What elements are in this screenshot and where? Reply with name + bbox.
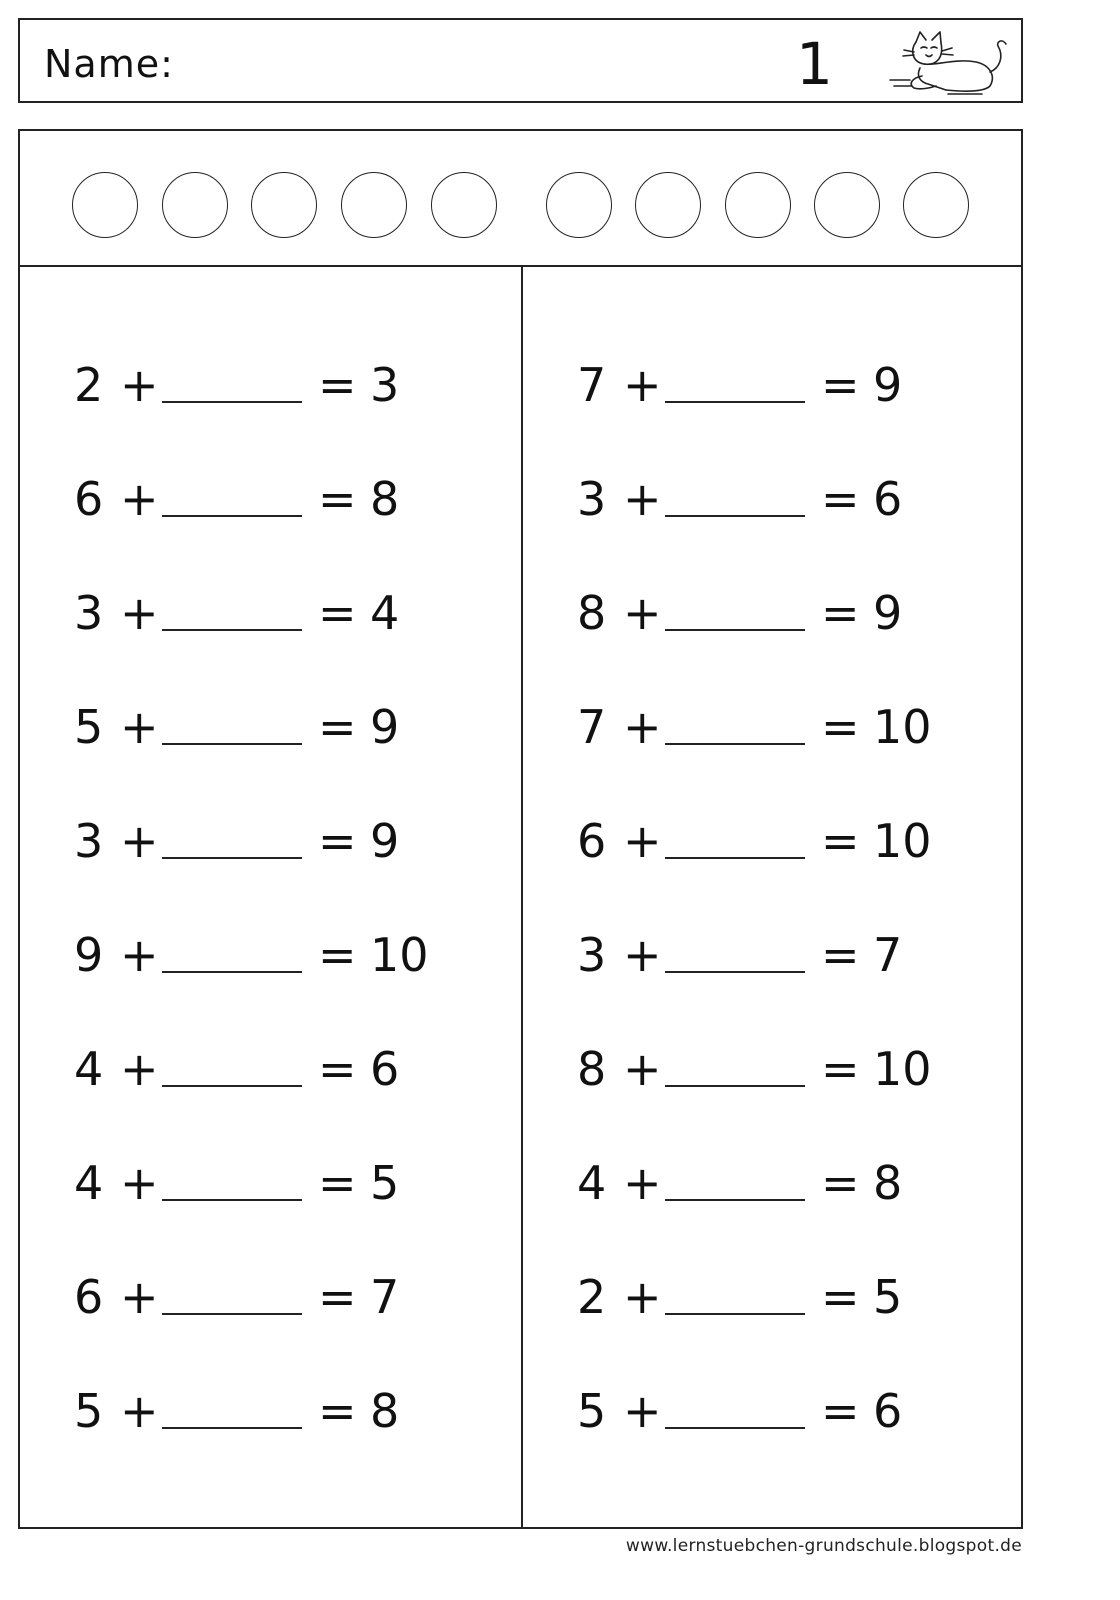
result: 9 [370,700,400,754]
plus-sign: + [120,472,159,526]
plus-sign: + [120,700,159,754]
equals-sign: = [318,1156,357,1210]
plus-sign: + [623,1042,662,1096]
answer-circle [341,172,407,238]
equals-sign: = [821,586,860,640]
equation-row [20,1371,520,1451]
answer-blank[interactable] [665,1313,805,1315]
plus-sign: + [120,1042,159,1096]
addend: 2 [74,358,104,412]
plus-sign: + [623,358,662,412]
answer-circle [251,172,317,238]
answer-blank[interactable] [665,743,805,745]
answer-blank[interactable] [162,1085,302,1087]
equation-row [523,1143,1023,1223]
plus-sign: + [623,700,662,754]
plus-sign: + [623,928,662,982]
addend: 8 [577,586,607,640]
answer-blank[interactable] [665,1085,805,1087]
answer-blank[interactable] [162,1313,302,1315]
answer-circle [903,172,969,238]
equation-row [523,1257,1023,1337]
result: 9 [873,358,903,412]
result: 10 [873,814,932,868]
answer-circle [162,172,228,238]
cat-icon [886,28,1016,98]
sheet-number: 1 [796,30,833,98]
equals-sign: = [318,928,357,982]
addend: 6 [74,1270,104,1324]
left-column [20,267,520,1529]
result: 5 [370,1156,400,1210]
equals-sign: = [821,814,860,868]
equals-sign: = [318,1270,357,1324]
result: 8 [370,472,400,526]
addend: 6 [577,814,607,868]
addend: 4 [74,1156,104,1210]
result: 9 [370,814,400,868]
equals-sign: = [318,586,357,640]
addend: 2 [577,1270,607,1324]
worksheet [18,129,1023,1529]
equation-row [20,915,520,995]
equals-sign: = [821,700,860,754]
equals-sign: = [821,1270,860,1324]
equation-row [20,801,520,881]
answer-blank[interactable] [665,1427,805,1429]
plus-sign: + [120,1384,159,1438]
result: 8 [370,1384,400,1438]
equation-row [20,345,520,425]
answer-blank[interactable] [665,971,805,973]
equals-sign: = [318,1042,357,1096]
addend: 8 [577,1042,607,1096]
answer-blank[interactable] [162,1427,302,1429]
result: 10 [873,700,932,754]
equals-sign: = [821,1384,860,1438]
answer-blank[interactable] [162,515,302,517]
equation-row [523,573,1023,653]
plus-sign: + [120,358,159,412]
equation-row [20,1143,520,1223]
plus-sign: + [120,1270,159,1324]
equation-row [20,459,520,539]
equation-row [20,1029,520,1109]
answer-circle [635,172,701,238]
result: 10 [873,1042,932,1096]
equation-row [523,687,1023,767]
equation-row [523,915,1023,995]
answer-blank[interactable] [162,971,302,973]
equals-sign: = [821,472,860,526]
result: 6 [370,1042,400,1096]
addend: 9 [74,928,104,982]
addend: 3 [577,928,607,982]
equals-sign: = [821,928,860,982]
result: 7 [370,1270,400,1324]
answer-blank[interactable] [665,629,805,631]
plus-sign: + [623,586,662,640]
answer-blank[interactable] [665,515,805,517]
equals-sign: = [821,1156,860,1210]
equation-row [523,801,1023,881]
equals-sign: = [318,1384,357,1438]
addend: 7 [577,700,607,754]
result: 9 [873,586,903,640]
answer-circle [431,172,497,238]
equation-row [20,687,520,767]
equation-row [523,1371,1023,1451]
plus-sign: + [623,1156,662,1210]
answer-blank[interactable] [162,401,302,403]
plus-sign: + [120,814,159,868]
plus-sign: + [120,1156,159,1210]
addend: 5 [577,1384,607,1438]
result: 7 [873,928,903,982]
answer-blank[interactable] [665,1199,805,1201]
result: 6 [873,472,903,526]
equation-row [523,1029,1023,1109]
equation-row [523,345,1023,425]
addend: 5 [74,700,104,754]
equation-row [523,459,1023,539]
equals-sign: = [318,358,357,412]
plus-sign: + [120,586,159,640]
addend: 5 [74,1384,104,1438]
equals-sign: = [318,700,357,754]
equation-row [20,573,520,653]
plus-sign: + [623,1270,662,1324]
equals-sign: = [821,358,860,412]
result: 5 [873,1270,903,1324]
answer-circle [72,172,138,238]
answer-blank[interactable] [162,629,302,631]
result: 3 [370,358,400,412]
plus-sign: + [623,472,662,526]
equals-sign: = [318,472,357,526]
name-label: Name: [44,42,174,86]
answer-blank[interactable] [162,743,302,745]
answer-circle [725,172,791,238]
plus-sign: + [623,1384,662,1438]
equals-sign: = [318,814,357,868]
equals-sign: = [821,1042,860,1096]
result: 4 [370,586,400,640]
result: 10 [370,928,429,982]
answer-blank[interactable] [665,857,805,859]
result: 6 [873,1384,903,1438]
result: 8 [873,1156,903,1210]
addend: 3 [74,586,104,640]
addend: 7 [577,358,607,412]
addend: 3 [577,472,607,526]
plus-sign: + [623,814,662,868]
circle-row [20,131,1021,267]
equation-row [20,1257,520,1337]
answer-blank[interactable] [162,857,302,859]
answer-circle [814,172,880,238]
header-box [18,18,1023,103]
answer-blank[interactable] [665,401,805,403]
right-column [523,267,1023,1529]
addend: 4 [74,1042,104,1096]
plus-sign: + [120,928,159,982]
footer-url: www.lernstuebchen-grundschule.blogspot.de [625,1536,1022,1556]
addend: 6 [74,472,104,526]
addend: 3 [74,814,104,868]
addend: 4 [577,1156,607,1210]
answer-circle [546,172,612,238]
answer-blank[interactable] [162,1199,302,1201]
